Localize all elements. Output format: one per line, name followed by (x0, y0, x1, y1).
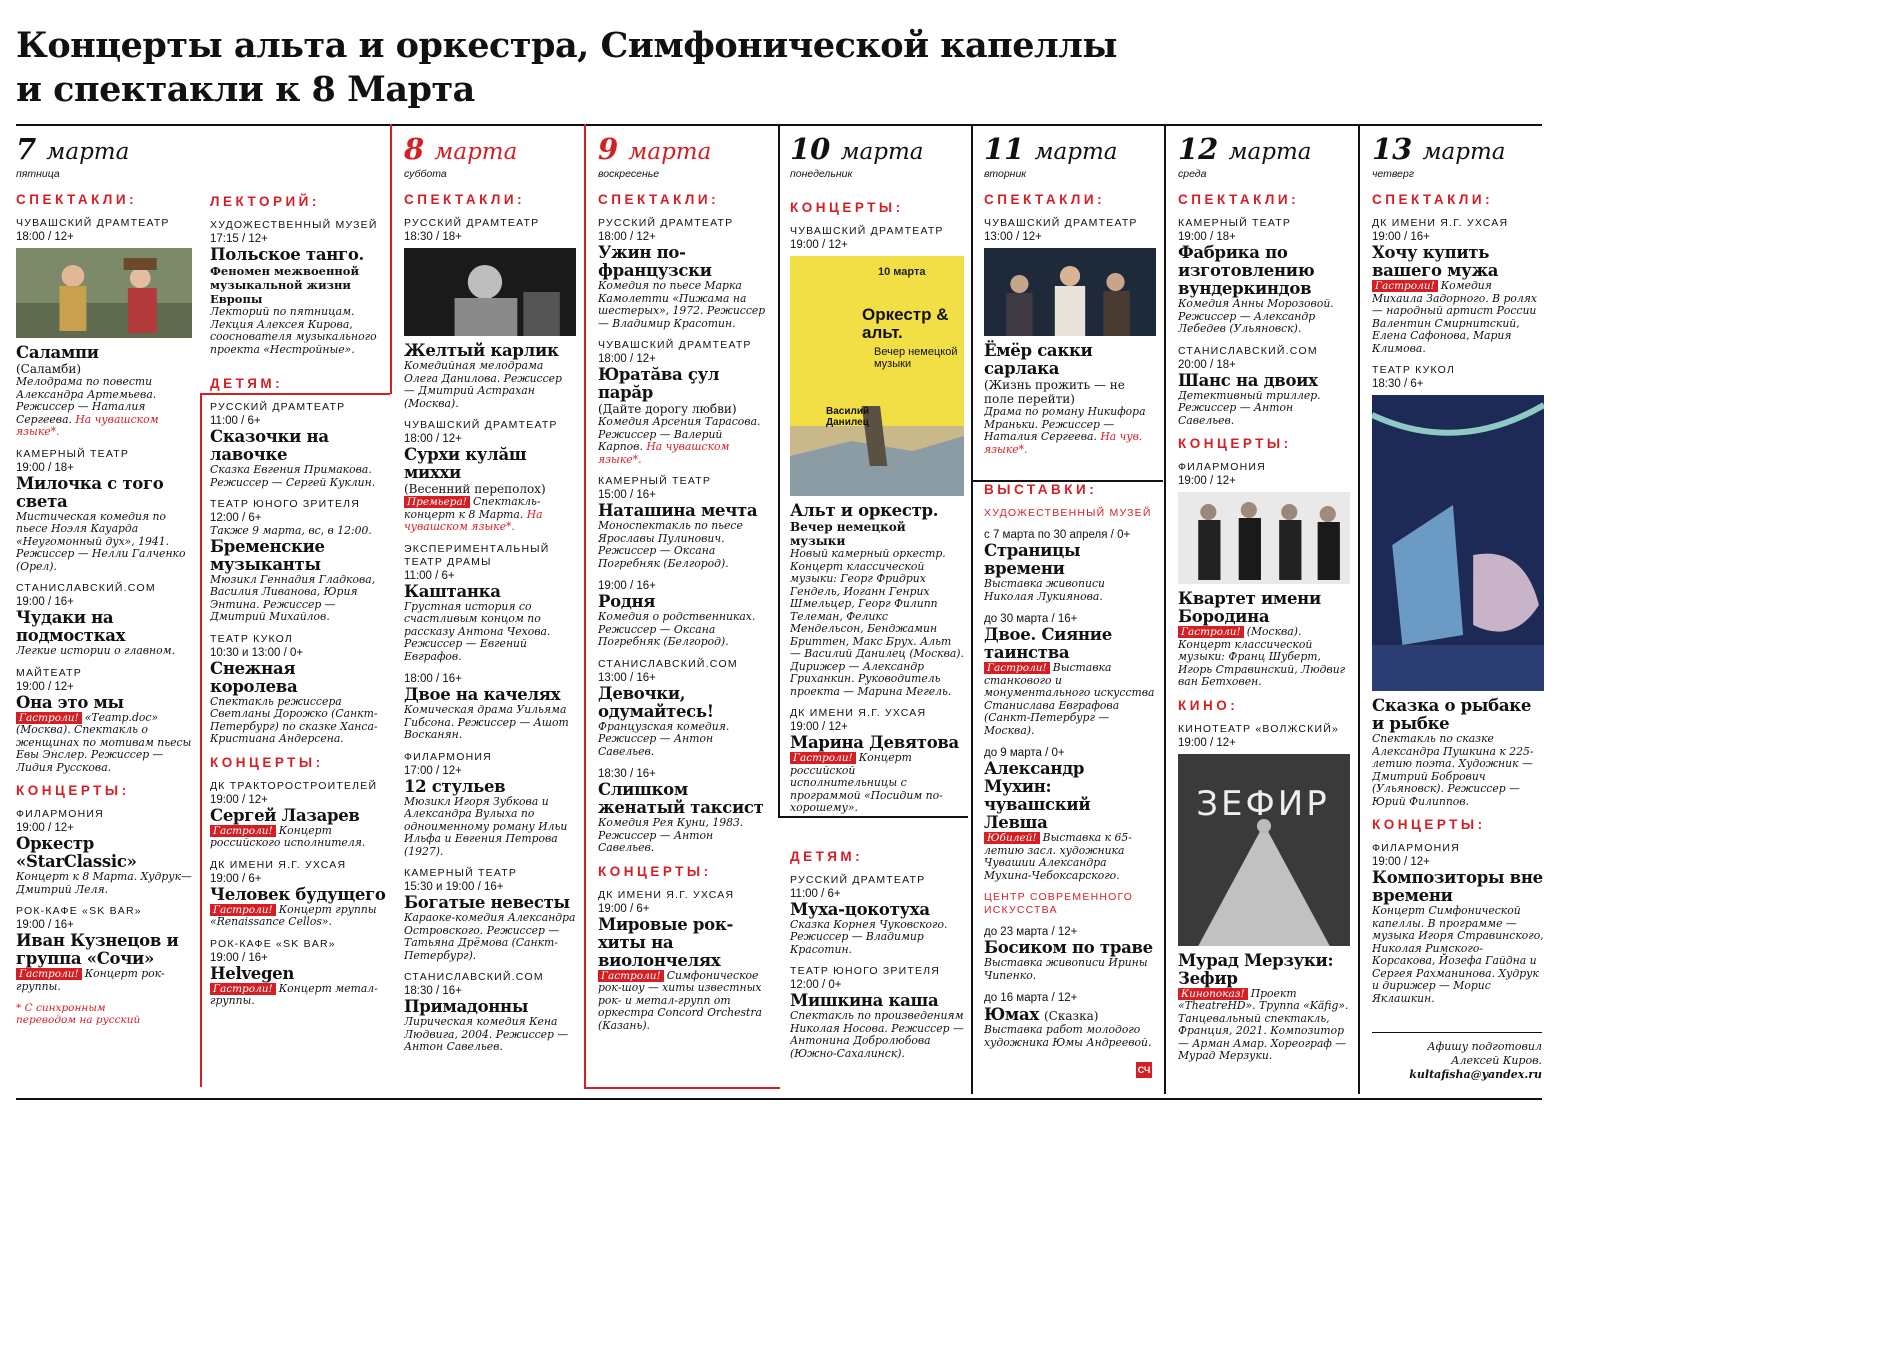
section-lektoriy: ЛЕКТОРИЙ: (210, 194, 320, 209)
day-header: 13 марта четверг (1372, 134, 1506, 180)
day-column-11 (984, 134, 1156, 1084)
jubilee-badge: Юбилей! (984, 832, 1040, 844)
page-title: Концерты альта и оркестра, Симфонической капеллы и спектакли к 8 Марта (16, 25, 1117, 110)
event-zefir: КИНОТЕАТР «ВОЛЖСКИЙ» 19:00 / 12+ ЗЕФИР Мурад Мерзуки: Зефир Кинопоказ! Проект «TheatreHD». Труппа «Käfig». Танцевальный спектакль, Франция, 2021. Композитор — Арман Амар. Хореограф — Мурад Мерзуки. (1178, 722, 1349, 1062)
section-koncerty: КОНЦЕРТЫ: (598, 863, 712, 879)
poster-alt-i-orkestr: 10 марта Оркестр & альт. Вечер немецкой музыки Василий Данилец (790, 256, 964, 496)
event-salampi (16, 217, 192, 439)
event-yumah: до 16 марта / 12+ Юмах (Сказка) Выставка работ молодого художника Юмы Андреевой. (984, 992, 1152, 1049)
event-milochka: КАМЕРНЫЙ ТЕАТР 19:00 / 18+ Милочка с того света Мистическая комедия по пьесе Ноэля Кауарда «Неугомонный дух», 1941. Режиссер — Нелли Галченко (Орел). (16, 447, 186, 573)
event-fabrika: КАМЕРНЫЙ ТЕАТР 19:00 / 18+ Фабрика по изготовлению вундеркиндов Комедия Анны Морозовой. Режиссер — Александр Лебедев (Ульяновск). (1178, 217, 1334, 335)
event-skazka-o-rybake: ТЕАТР КУКОЛ 18:30 / 6+ Сказка о рыбаке и рыбке Спектакль по сказке Александра Пушкина к 225-летию поэта. Художник — Дмитрий Бобрович (Ульяновск). Режиссер — Юрий Филиппов. (1372, 364, 1544, 808)
event-muhin: до 9 марта / 0+ Александр Мухин: чувашский Левша Юбилей! Выставка к 65-летию засл. художника Чувашии Александра Мухина-Чебоксарского. (984, 747, 1132, 882)
poster-zefir: ЗЕФИР (1178, 754, 1350, 946)
event-dvoe-na-kachelyah: 18:00 / 16+ Двое на качелях Комическая драма Уильяма Гибсона. Режиссер — Ашот Восканян. (404, 673, 569, 741)
event-natashina-mechta: КАМЕРНЫЙ ТЕАТР 15:00 / 16+ Наташина мечта Моноспектакль по пьесе Ярославы Пулинович. Режиссер — Оксана Погребняк (Белгород). (598, 475, 758, 570)
section-spektakli: СПЕКТАКЛИ: (16, 192, 138, 207)
section-detyam: ДЕТЯМ: (210, 376, 284, 391)
section-koncerty: КОНЦЕРТЫ: (1178, 436, 1292, 451)
divider-11-12 (1164, 124, 1166, 1094)
event-zheltyy-karlik: РУССКИЙ ДРАМТЕАТР 18:30 / 18+ Желтый карлик Комедийная мелодрама Олега Данилова. Режиссер — Дмитрий Астрахан (Москва). (404, 217, 576, 410)
tour-badge: Гастроли! (16, 712, 82, 724)
event-devochki: СТАНИСЛАВСКИЙ.COM 13:00 / 16+ Девочки, одумайтесь! Французская комедия. Режиссер — Антон Савельев. (598, 657, 738, 758)
event-chelovek-budushchego: ДК ИМЕНИ Я.Г. УХСАЯ 19:00 / 6+ Человек будущего Гастроли! Концерт группы «Renaissance Cellos». (210, 858, 386, 928)
time: 18:00 / 12+ (16, 231, 74, 243)
section-spektakli: СПЕКТАКЛИ: (404, 192, 526, 207)
event-primadonny: СТАНИСЛАВСКИЙ.COM 18:30 / 16+ Примадонны Лирическая комедия Кена Людвига, 2004. Режиссер — Антон Савельев. (404, 971, 569, 1053)
photo-salampi (16, 248, 192, 338)
event-uzhin: РУССКИЙ ДРАМТЕАТР 18:00 / 12+ Ужин по-французски Комедия по пьесе Марка Камолетти «Пижама на шестерых», 1972. Режиссер — Владимир Красотин. (598, 217, 766, 330)
day-header: 11 марта вторник (984, 134, 1118, 180)
photo-skazka-o-rybake (1372, 395, 1544, 691)
day-column-13 (1372, 134, 1544, 1034)
section-spektakli: СПЕКТАКЛИ: (598, 192, 720, 207)
day-header: 9 марта воскресенье (598, 134, 712, 180)
premiere-badge: Премьера! (404, 496, 470, 508)
day-month: марта (46, 139, 130, 165)
day-header: 12 марта среда (1178, 134, 1312, 180)
event-kashtanka: ЭКСПЕРИМЕНТАЛЬНЫЙ ТЕАТР ДРАМЫ 11:00 / 6+ Каштанка Грустная история со счастливым концом по рассказу Антона Чехова. Режиссер — Евгений Евграфов. (404, 542, 551, 663)
divider-9-10 (778, 124, 780, 817)
day-number: 7 (16, 134, 37, 166)
event-dvoe-siyanie: до 30 марта / 16+ Двое. Сияние таинства Гастроли! Выставка станкового и монументального искусства Станислава Евграфова (Санкт-Петербург — Москва). (984, 613, 1155, 737)
event-bosikom: до 23 марта / 12+ Босиком по траве Выставка живописи Ирины Чипенко. (984, 926, 1153, 982)
divider-lektoriy-left (200, 393, 202, 1087)
divider-10-11 (971, 124, 973, 1094)
section-spektakli: СПЕКТАКЛИ: (1372, 192, 1494, 207)
event-chudaki: СТАНИСЛАВСКИЙ.COM 19:00 / 16+ Чудаки на подмостках Легкие истории о главном. (16, 582, 176, 657)
event-stranicy-vremeni: с 7 марта по 30 апреля / 0+ Страницы времени Выставка живописи Николая Лукиянова. (984, 529, 1131, 603)
day-header: 8 марта суббота (404, 134, 518, 180)
section-spektakli: СПЕКТАКЛИ: (984, 192, 1106, 207)
section-koncerty: КОНЦЕРТЫ: (210, 754, 324, 770)
day-column-10 (790, 134, 964, 1084)
event-hochu-kupit: ДК ИМЕНИ Я.Г. УХСАЯ 19:00 / 16+ Хочу купить вашего мужа Гастроли! Комедия Михаила Задорного. В ролях — народный артист России Валентин Смирнитский, Елена Сафонова, Мария Климова. (1372, 217, 1537, 355)
event-taksist: 18:30 / 16+ Слишком женатый таксист Комедия Рея Куни, 1983. Режиссер — Антон Савельев. (598, 768, 764, 854)
day-column-7 (16, 134, 192, 1094)
day-header: 10 марта понедельник (790, 134, 924, 180)
section-detyam: ДЕТЯМ: (790, 848, 864, 864)
section-koncerty: КОНЦЕРТЫ: (790, 200, 904, 215)
event-surhi: ЧУВАШСКИЙ ДРАМТЕАТР 18:00 / 12+ Сурхи кулăш миххи (Весенний переполох) Премьера! Спектакль-концерт к 8 Марта. На чувашском языке*. (404, 419, 558, 533)
event-description: Мелодрама по повести Александра Артемьева. Режиссер — Наталия Сергеева. На чувашском языке*. (16, 375, 159, 438)
event-ona-eto-my: МАЙТЕАТР 19:00 / 12+ Она это мы Гастроли! «Театр.doc» (Москва). Спектакль о женщинах по мотивам пьесы Евы Энслер. Режиссер — Лидия Русскова. (16, 666, 192, 774)
event-devyatova: ДК ИМЕНИ Я.Г. УХСАЯ 19:00 / 12+ Марина Девятова Гастроли! Концерт российской исполнительницы с программой «Посидим по-хорошему». (790, 707, 959, 814)
event-snezhnaya: ТЕАТР КУКОЛ 10:30 и 13:00 / 0+ Снежная королева Спектакль режиссера Светланы Дорожко (Санкт-Петербург) по сказке Ханса-Кристиана Андерсена. (210, 632, 378, 745)
event-polskoe-tango: ХУДОЖЕСТВЕННЫЙ МУЗЕЙ 17:15 / 12+ Польское танго. Феномен межвоенной музыкальной жизни Европы Лекторий по пятницам. Лекция Алексея Кирова, сооснователя музыкального проекта «Нестройные». (210, 219, 378, 356)
event-bremenskie: ТЕАТР ЮНОГО ЗРИТЕЛЯ 12:00 / 6+ Также 9 марта, вс, в 12:00. Бременские музыканты Мюзикл Геннадия Гладкова, Василия Ливанова, Юрия Энтина. Режиссер — Дмитрий Михайлов. (210, 498, 376, 623)
event-starclassic: ФИЛАРМОНИЯ 19:00 / 12+ Оркестр «StarClassic» Концерт к 8 Марта. Худрук— Дмитрий Леля. (16, 808, 192, 896)
section-vystavki: ВЫСТАВКИ: (984, 482, 1098, 497)
section-kino: КИНО: (1178, 697, 1239, 713)
event-helvegen: РОК-КАФЕ «SK BAR» 19:00 / 16+ Helvegen Гастроли! Концерт метал-группы. (210, 937, 378, 1007)
museum-label: ЦЕНТР СОВРЕМЕННОГО ИСКУССТВА (984, 891, 1134, 916)
divider-7-8 (390, 124, 392, 394)
section-spektakli: СПЕКТАКЛИ: (1178, 192, 1300, 207)
event-emer-sakki: ЧУВАШСКИЙ ДРАМТЕАТР 13:00 / 12+ Ёмёр сакки сарлака (Жизнь прожить — не поле перейти) Драма по роману Никифора Мраньки. Режиссер — Наталия Сергеева. На чув. языке*. (984, 217, 1156, 456)
photo-zheltyy-karlik (404, 248, 576, 336)
credit: Афишу подготовил Алексей Киров. kultafisha@yandex.ru (1372, 1040, 1542, 1082)
day-weekday: пятница (16, 168, 60, 180)
venue: ЧУВАШСКИЙ ДРАМТЕАТР (16, 217, 170, 229)
event-kuznecov: РОК-КАФЕ «SK BAR» 19:00 / 16+ Иван Кузнецов и группа «Сочи» Гастроли! Концерт рок-группы. (16, 905, 179, 993)
publisher-logo: СЧ (1136, 1062, 1152, 1078)
event-lazarev: ДК ТРАКТОРОСТРОИТЕЛЕЙ 19:00 / 12+ Сергей Лазарев Гастроли! Концерт российского исполнителя. (210, 779, 378, 849)
event-title: Салампи (16, 343, 99, 362)
photo-kvartet (1178, 492, 1350, 584)
event-rok-hity: ДК ИМЕНИ Я.Г. УХСАЯ 19:00 / 6+ Мировые рок-хиты на виолончелях Гастроли! Симфоническое рок-шоу — хиты известных рок- и метал-групп от оркестра Concord Orchestra (Казань). (598, 888, 762, 1032)
footer-rule (16, 1098, 1542, 1100)
event-kvartet: ФИЛАРМОНИЯ 19:00 / 12+ Квартет имени Бородина Гастроли! (Москва). Концерт классической музыки: Франц Шуберт, Игорь Стравинский, Людвиг ван Бетховен. (1178, 461, 1350, 689)
day-column-12 (1178, 134, 1350, 1084)
event-muha-cokotuha: РУССКИЙ ДРАМТЕАТР 11:00 / 6+ Муха-цокотуха Сказка Корнея Чуковского. Режиссер — Владимир Красотин. (790, 873, 948, 956)
event-kompozitory: ФИЛАРМОНИЯ 19:00 / 12+ Композиторы вне времени Концерт Симфонической капеллы. В программе — музыка Игоря Стравинского, Николая Римского-Корсакова, Йозефа Гайдна и Сергея Рахманинова. Худрук и дирижер — Морис Яклашкин. (1372, 842, 1544, 1005)
language-note: На чувашском языке*. (16, 412, 159, 438)
credit-email[interactable]: kultafisha@yandex.ru (1409, 1068, 1542, 1081)
screening-badge: Кинопоказ! (1178, 988, 1248, 1000)
divider-8-9 (584, 124, 586, 1087)
divider-12-13 (1358, 124, 1360, 1094)
divider-9-bottom (584, 1087, 780, 1089)
event-rodnya: 19:00 / 16+ Родня Комедия о родственниках. Режиссер — Оксана Погребняк (Белгород). (598, 580, 756, 648)
event-skazochki: РУССКИЙ ДРАМТЕАТР 11:00 / 6+ Сказочки на лавочке Сказка Евгения Примакова. Режиссер — Сергей Куклин. (210, 401, 376, 489)
day-column-7-extra (210, 186, 386, 1086)
museum-label: ХУДОЖЕСТВЕННЫЙ МУЗЕЙ (984, 507, 1152, 519)
section-koncerty: КОНЦЕРТЫ: (1372, 817, 1486, 832)
section-koncerty: КОНЦЕРТЫ: (16, 783, 130, 798)
day-column-9 (598, 134, 770, 1084)
event-shans: СТАНИСЛАВСКИЙ.COM 20:00 / 18+ Шанс на двоих Детективный триллер. Режиссер — Антон Савельев. (1178, 344, 1321, 427)
event-12-stulev: ФИЛАРМОНИЯ 17:00 / 12+ 12 стульев Мюзикл Игоря Зубкова и Александра Вулыха по одноименному роману Ильи Ильфа и Евгения Петрова (1927). (404, 750, 568, 858)
event-yuratava: ЧУВАШСКИЙ ДРАМТЕАТР 18:00 / 12+ Юратăва çул парăр (Дайте дорогу любви) Комедия Арсения Тарасова. Режиссер — Валерий Карпов. На чувашском языке*. (598, 339, 761, 466)
event-alt-i-orkestr: ЧУВАШСКИЙ ДРАМТЕАТР 19:00 / 12+ 10 марта Оркестр & альт. Вечер немецкой музыки Василий Данилец Альт и оркестр. Вечер немецкой музыки Новый камерный оркестр. Концерт классической музыки: Георг Фридрих Гендель, Иоганн Генрих Шмельцер, Георг Филипп Телеман, Феликс Мендельсон, Бенджамин Бриттен, Макс Брух. Альт — Василий Данилец (Москва). Дирижер — Александр Гриханкин. Руководитель проекта — Марина Мегель. (790, 225, 964, 698)
event-bogatye-nevesty: КАМЕРНЫЙ ТЕАТР 15:30 и 19:00 / 16+ Богатые невесты Караоке-комедия Александра Островского. Режиссер — Татьяна Дрёмова (Санкт-Петербург). (404, 867, 576, 962)
event-subtitle: (Саламби) (16, 362, 82, 376)
day-column-8 (404, 134, 576, 1094)
footnote: * С синхронным переводом на русский (16, 1002, 141, 1026)
event-mishkina-kasha: ТЕАТР ЮНОГО ЗРИТЕЛЯ 12:00 / 0+ Мишкина каша Спектакль по произведениям Николая Носова. Режиссер — Антонина Добролюбова (Южно-Сахалинск). (790, 965, 964, 1060)
photo-emer-sakki (984, 248, 1156, 336)
